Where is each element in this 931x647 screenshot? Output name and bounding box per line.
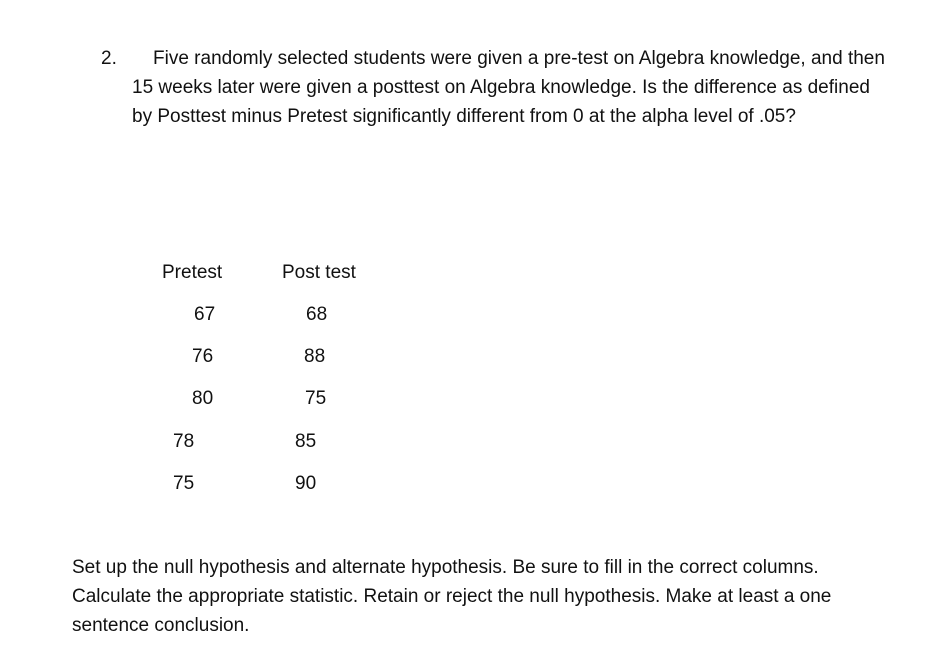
posttest-value: 75: [305, 388, 327, 409]
instructions-line: sentence conclusion.: [72, 615, 250, 636]
pretest-value: 78: [173, 431, 195, 452]
posttest-value: 85: [295, 431, 317, 452]
instructions: [72, 553, 892, 640]
pretest-value: 76: [192, 346, 214, 367]
posttest-value: 90: [295, 473, 317, 494]
pretest-value: 75: [173, 473, 195, 494]
pretest-value: 80: [192, 388, 214, 409]
question-text: Five randomly selected students were given a pre-test on Algebra knowledge, and then 15 weeks later were given a posttest on Algebra knowledge. Is the difference as defined by Posttest minus Pretest significantly different from 0 at the alpha level of .05?: [132, 48, 885, 127]
column-header-posttest: Post test: [282, 262, 356, 283]
question-number: 2.: [101, 48, 117, 69]
instructions-line: Calculate the appropriate statistic. Retain or reject the null hypothesis. Make at least a one: [72, 586, 832, 607]
posttest-value: 68: [306, 304, 328, 325]
pretest-value: 67: [194, 304, 216, 325]
instructions-line: Set up the null hypothesis and alternate hypothesis. Be sure to fill in the correct columns.: [72, 557, 819, 578]
column-header-pretest: Pretest: [162, 262, 223, 283]
posttest-value: 88: [304, 346, 326, 367]
